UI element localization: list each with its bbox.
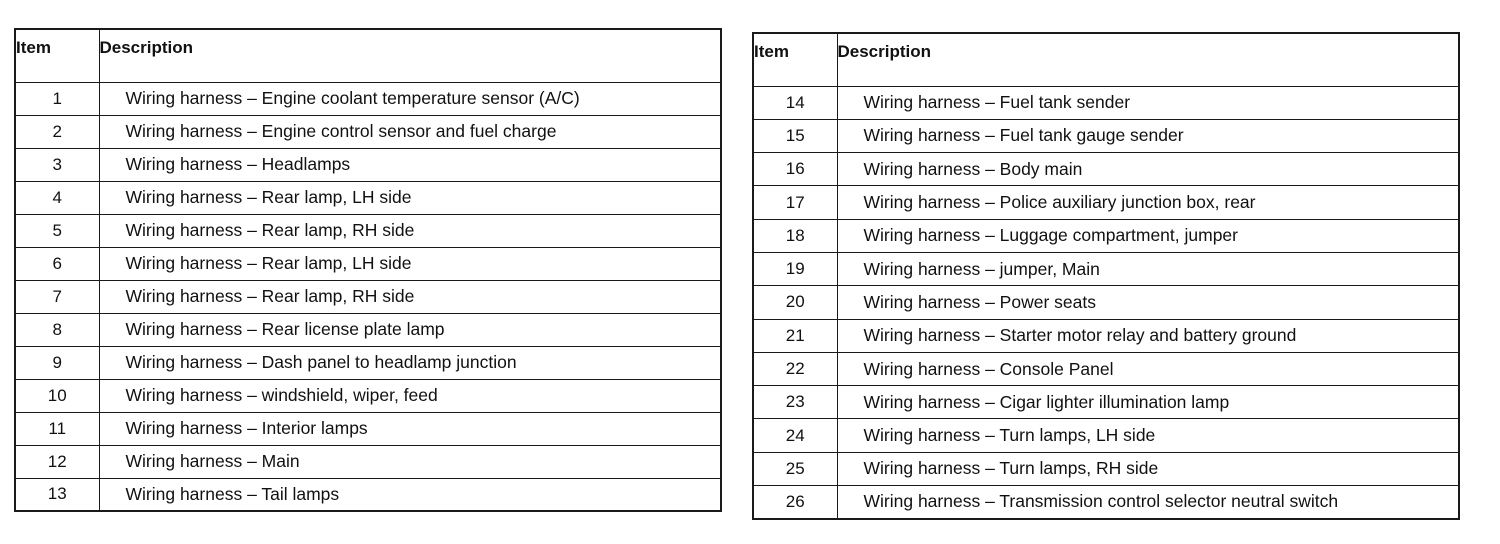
item-number-cell: 25 <box>753 452 837 485</box>
item-column-header: Item <box>753 33 837 86</box>
table-row <box>753 86 1459 119</box>
item-number-cell: 3 <box>15 148 99 181</box>
item-number-cell: 11 <box>15 412 99 445</box>
table-header-row <box>15 29 721 82</box>
table-row <box>15 247 721 280</box>
description-cell: Wiring harness – Starter motor relay and battery ground <box>837 319 1459 352</box>
description-cell: Wiring harness – Cigar lighter illumination lamp <box>837 386 1459 419</box>
description-cell: Wiring harness – Police auxiliary junction box, rear <box>837 186 1459 219</box>
table-row <box>15 82 721 115</box>
item-number-cell: 23 <box>753 386 837 419</box>
table-row <box>753 186 1459 219</box>
item-number-cell: 13 <box>15 478 99 511</box>
description-cell: Wiring harness – Rear lamp, LH side <box>99 181 721 214</box>
table-row <box>753 419 1459 452</box>
table-row <box>753 153 1459 186</box>
description-cell: Wiring harness – Transmission control selector neutral switch <box>837 486 1459 519</box>
item-number-cell: 9 <box>15 346 99 379</box>
item-number-cell: 19 <box>753 252 837 285</box>
description-cell: Wiring harness – Engine coolant temperature sensor (A/C) <box>99 82 721 115</box>
item-number-cell: 2 <box>15 115 99 148</box>
description-cell: Wiring harness – Engine control sensor and fuel charge <box>99 115 721 148</box>
item-number-cell: 6 <box>15 247 99 280</box>
description-cell: Wiring harness – Dash panel to headlamp junction <box>99 346 721 379</box>
description-cell: Wiring harness – Body main <box>837 153 1459 186</box>
table-row <box>753 286 1459 319</box>
item-number-cell: 22 <box>753 352 837 385</box>
table-row <box>15 445 721 478</box>
table-row <box>753 352 1459 385</box>
table-header-row <box>753 33 1459 86</box>
table-row <box>753 486 1459 519</box>
table-row <box>15 313 721 346</box>
item-number-cell: 14 <box>753 86 837 119</box>
table-row <box>15 412 721 445</box>
table-row <box>753 252 1459 285</box>
description-cell: Wiring harness – Rear lamp, RH side <box>99 280 721 313</box>
table-row <box>15 478 721 511</box>
item-number-cell: 16 <box>753 153 837 186</box>
item-number-cell: 10 <box>15 379 99 412</box>
description-cell: Wiring harness – Turn lamps, RH side <box>837 452 1459 485</box>
legend-table-left <box>14 28 722 512</box>
description-column-header: Description <box>99 29 721 82</box>
description-cell: Wiring harness – windshield, wiper, feed <box>99 379 721 412</box>
table-row <box>15 148 721 181</box>
item-number-cell: 1 <box>15 82 99 115</box>
table-row <box>753 386 1459 419</box>
description-cell: Wiring harness – Luggage compartment, jumper <box>837 219 1459 252</box>
item-number-cell: 17 <box>753 186 837 219</box>
table-row <box>753 219 1459 252</box>
description-column-header: Description <box>837 33 1459 86</box>
legend-table-right <box>752 32 1460 520</box>
description-cell: Wiring harness – Fuel tank sender <box>837 86 1459 119</box>
description-cell: Wiring harness – Tail lamps <box>99 478 721 511</box>
description-cell: Wiring harness – Turn lamps, LH side <box>837 419 1459 452</box>
description-cell: Wiring harness – Console Panel <box>837 352 1459 385</box>
item-number-cell: 15 <box>753 119 837 152</box>
item-number-cell: 26 <box>753 486 837 519</box>
table-row <box>15 379 721 412</box>
description-cell: Wiring harness – Rear lamp, LH side <box>99 247 721 280</box>
item-number-cell: 24 <box>753 419 837 452</box>
description-cell: Wiring harness – Headlamps <box>99 148 721 181</box>
description-cell: Wiring harness – jumper, Main <box>837 252 1459 285</box>
legend-table-right-body <box>753 86 1459 519</box>
description-cell: Wiring harness – Fuel tank gauge sender <box>837 119 1459 152</box>
table-row <box>15 181 721 214</box>
item-number-cell: 21 <box>753 319 837 352</box>
description-cell: Wiring harness – Rear lamp, RH side <box>99 214 721 247</box>
item-number-cell: 4 <box>15 181 99 214</box>
item-number-cell: 8 <box>15 313 99 346</box>
table-row <box>15 115 721 148</box>
table-row <box>15 346 721 379</box>
item-number-cell: 18 <box>753 219 837 252</box>
item-number-cell: 20 <box>753 286 837 319</box>
legend-table-left-body <box>15 82 721 511</box>
description-cell: Wiring harness – Interior lamps <box>99 412 721 445</box>
item-number-cell: 12 <box>15 445 99 478</box>
table-row <box>753 319 1459 352</box>
description-cell: Wiring harness – Power seats <box>837 286 1459 319</box>
item-number-cell: 7 <box>15 280 99 313</box>
description-cell: Wiring harness – Rear license plate lamp <box>99 313 721 346</box>
item-column-header: Item <box>15 29 99 82</box>
table-row <box>15 280 721 313</box>
table-row <box>753 119 1459 152</box>
table-row <box>15 214 721 247</box>
description-cell: Wiring harness – Main <box>99 445 721 478</box>
item-number-cell: 5 <box>15 214 99 247</box>
table-row <box>753 452 1459 485</box>
